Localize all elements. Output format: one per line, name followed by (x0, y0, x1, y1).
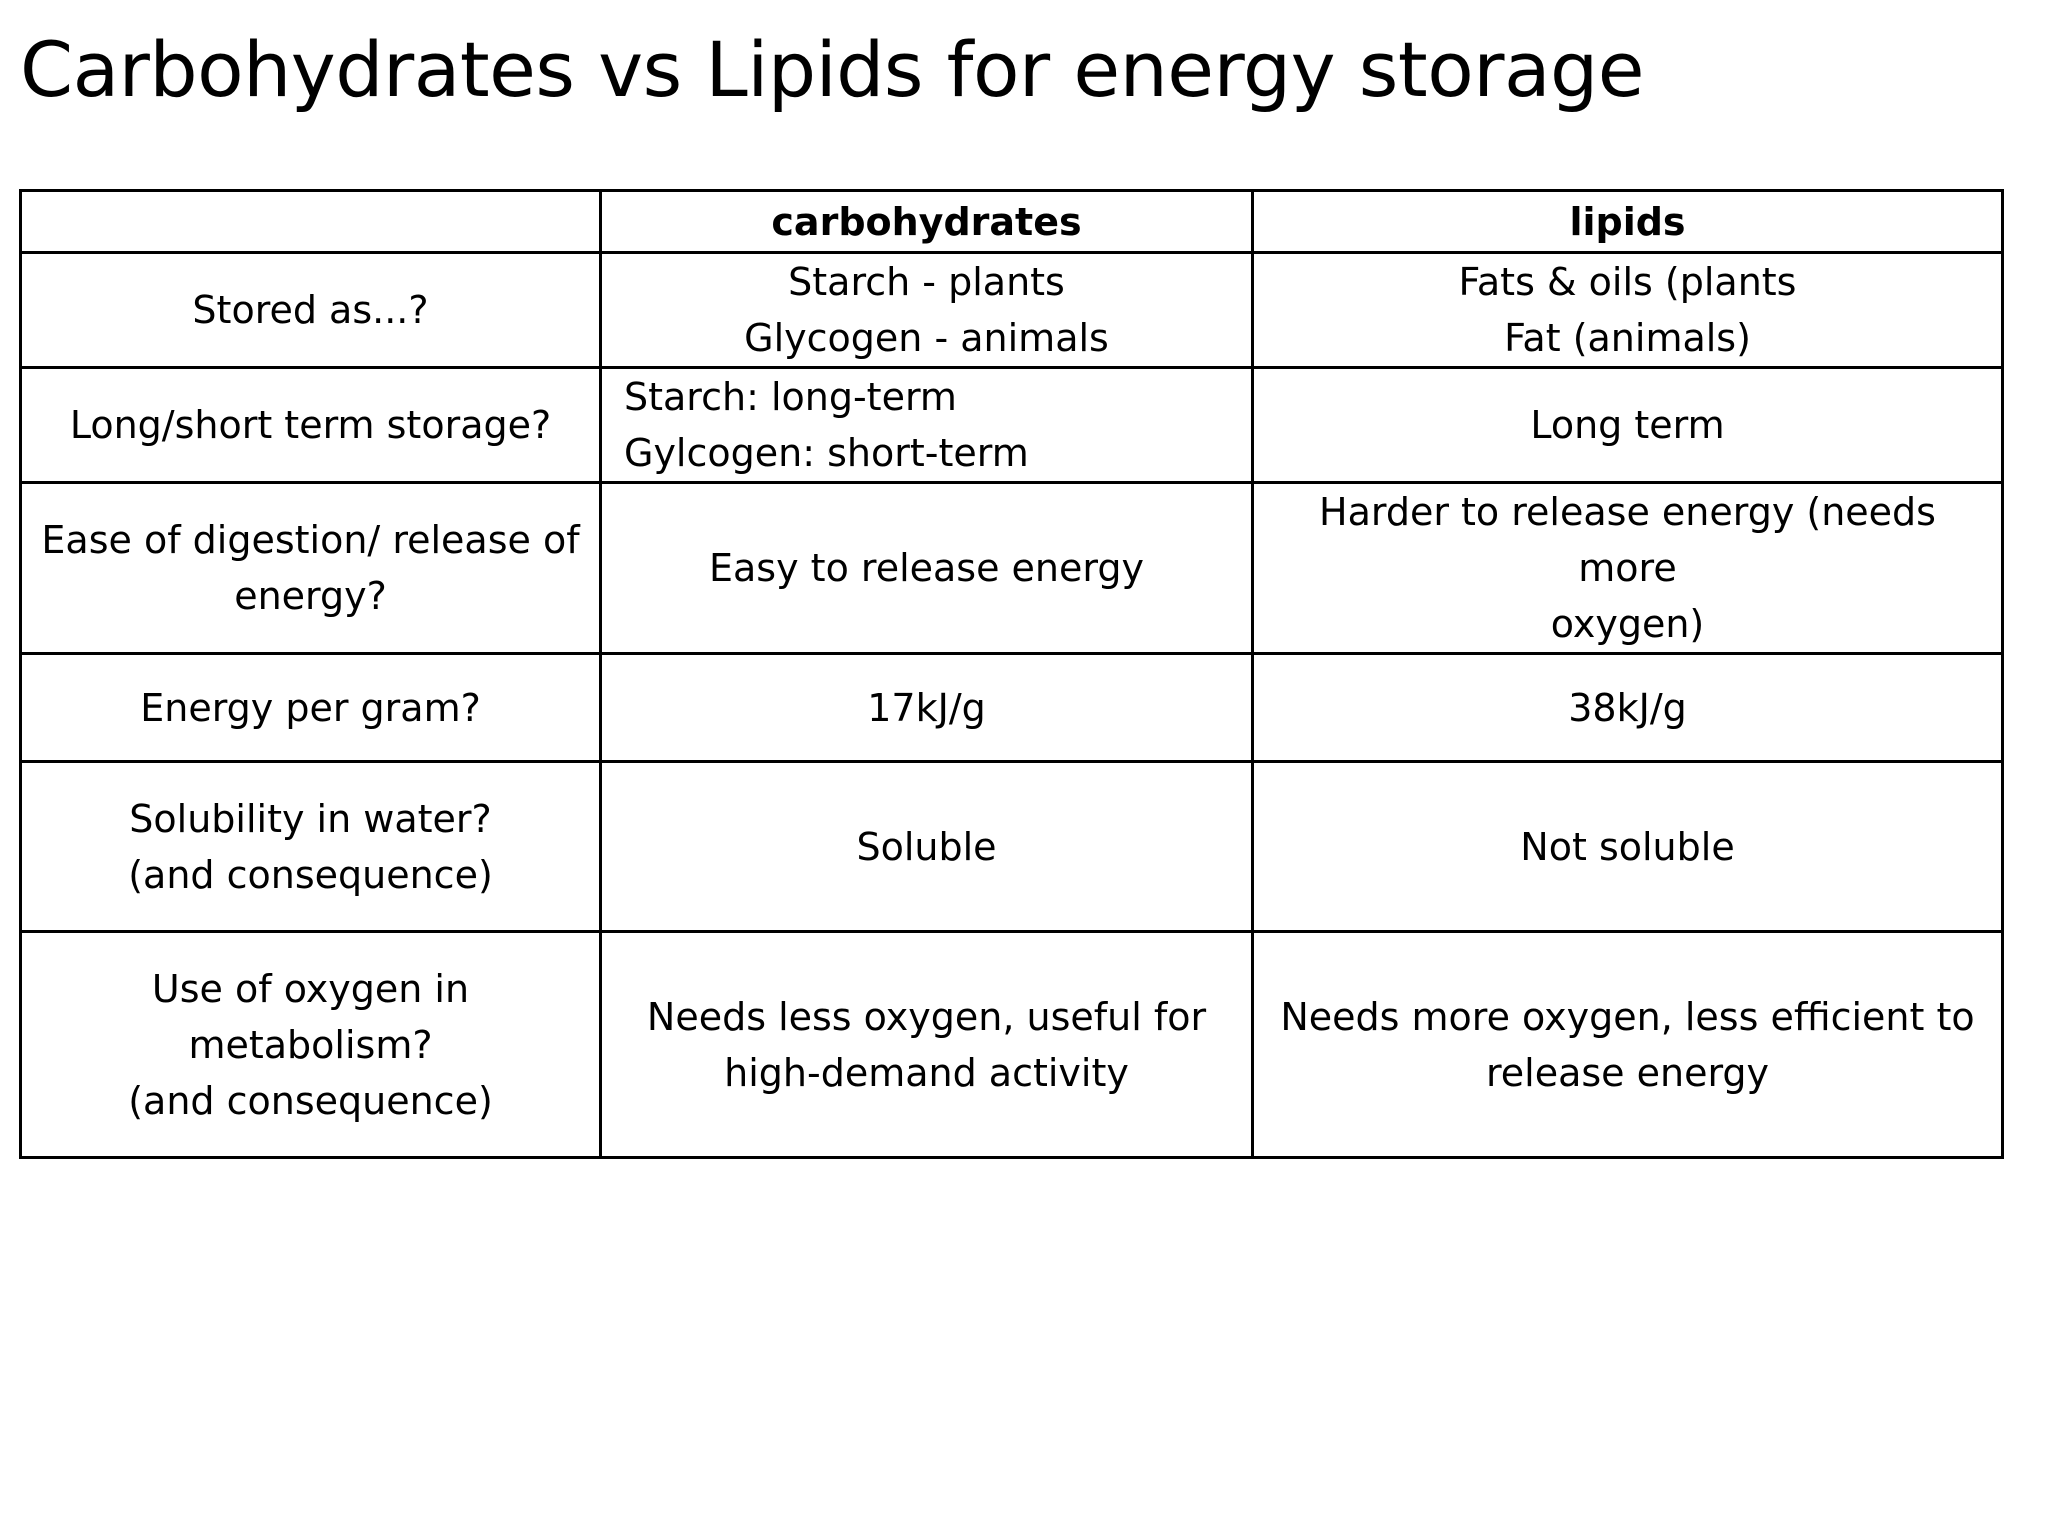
lipids-cell: 38kJ/g (1253, 654, 2003, 762)
lipids-cell: Needs more oxygen, less efficient to release energy (1253, 932, 2003, 1158)
carbohydrates-cell: Soluble (601, 762, 1253, 932)
table-row (21, 932, 2003, 1158)
slide-title: Carbohydrates vs Lipids for energy storage (20, 25, 1645, 114)
table-row (21, 483, 2003, 654)
row-label: Long/short term storage? (21, 368, 601, 483)
table-row (21, 253, 2003, 368)
carbohydrates-cell: Starch - plants Glycogen - animals (601, 253, 1253, 368)
table-row (21, 368, 2003, 483)
carbohydrates-cell: Needs less oxygen, useful for high-demand activity (601, 932, 1253, 1158)
lipids-cell: Fats & oils (plants Fat (animals) (1253, 253, 2003, 368)
carbohydrates-cell: Easy to release energy (601, 483, 1253, 654)
lipids-cell: Harder to release energy (needs more oxygen) (1253, 483, 2003, 654)
row-label: Use of oxygen in metabolism? (and consequence) (21, 932, 601, 1158)
row-label: Ease of digestion/ release of energy? (21, 483, 601, 654)
table-header-row (21, 191, 2003, 253)
header-lipids: lipids (1253, 191, 2003, 253)
row-label: Energy per gram? (21, 654, 601, 762)
carbohydrates-cell: 17kJ/g (601, 654, 1253, 762)
row-label: Stored as...? (21, 253, 601, 368)
lipids-cell: Long term (1253, 368, 2003, 483)
row-label: Solubility in water? (and consequence) (21, 762, 601, 932)
comparison-table (19, 189, 2004, 1159)
carbohydrates-cell: Starch: long-term Gylcogen: short-term (601, 368, 1253, 483)
header-empty-cell (21, 191, 601, 253)
table-row (21, 654, 2003, 762)
header-carbohydrates: carbohydrates (601, 191, 1253, 253)
lipids-cell: Not soluble (1253, 762, 2003, 932)
table-row (21, 762, 2003, 932)
